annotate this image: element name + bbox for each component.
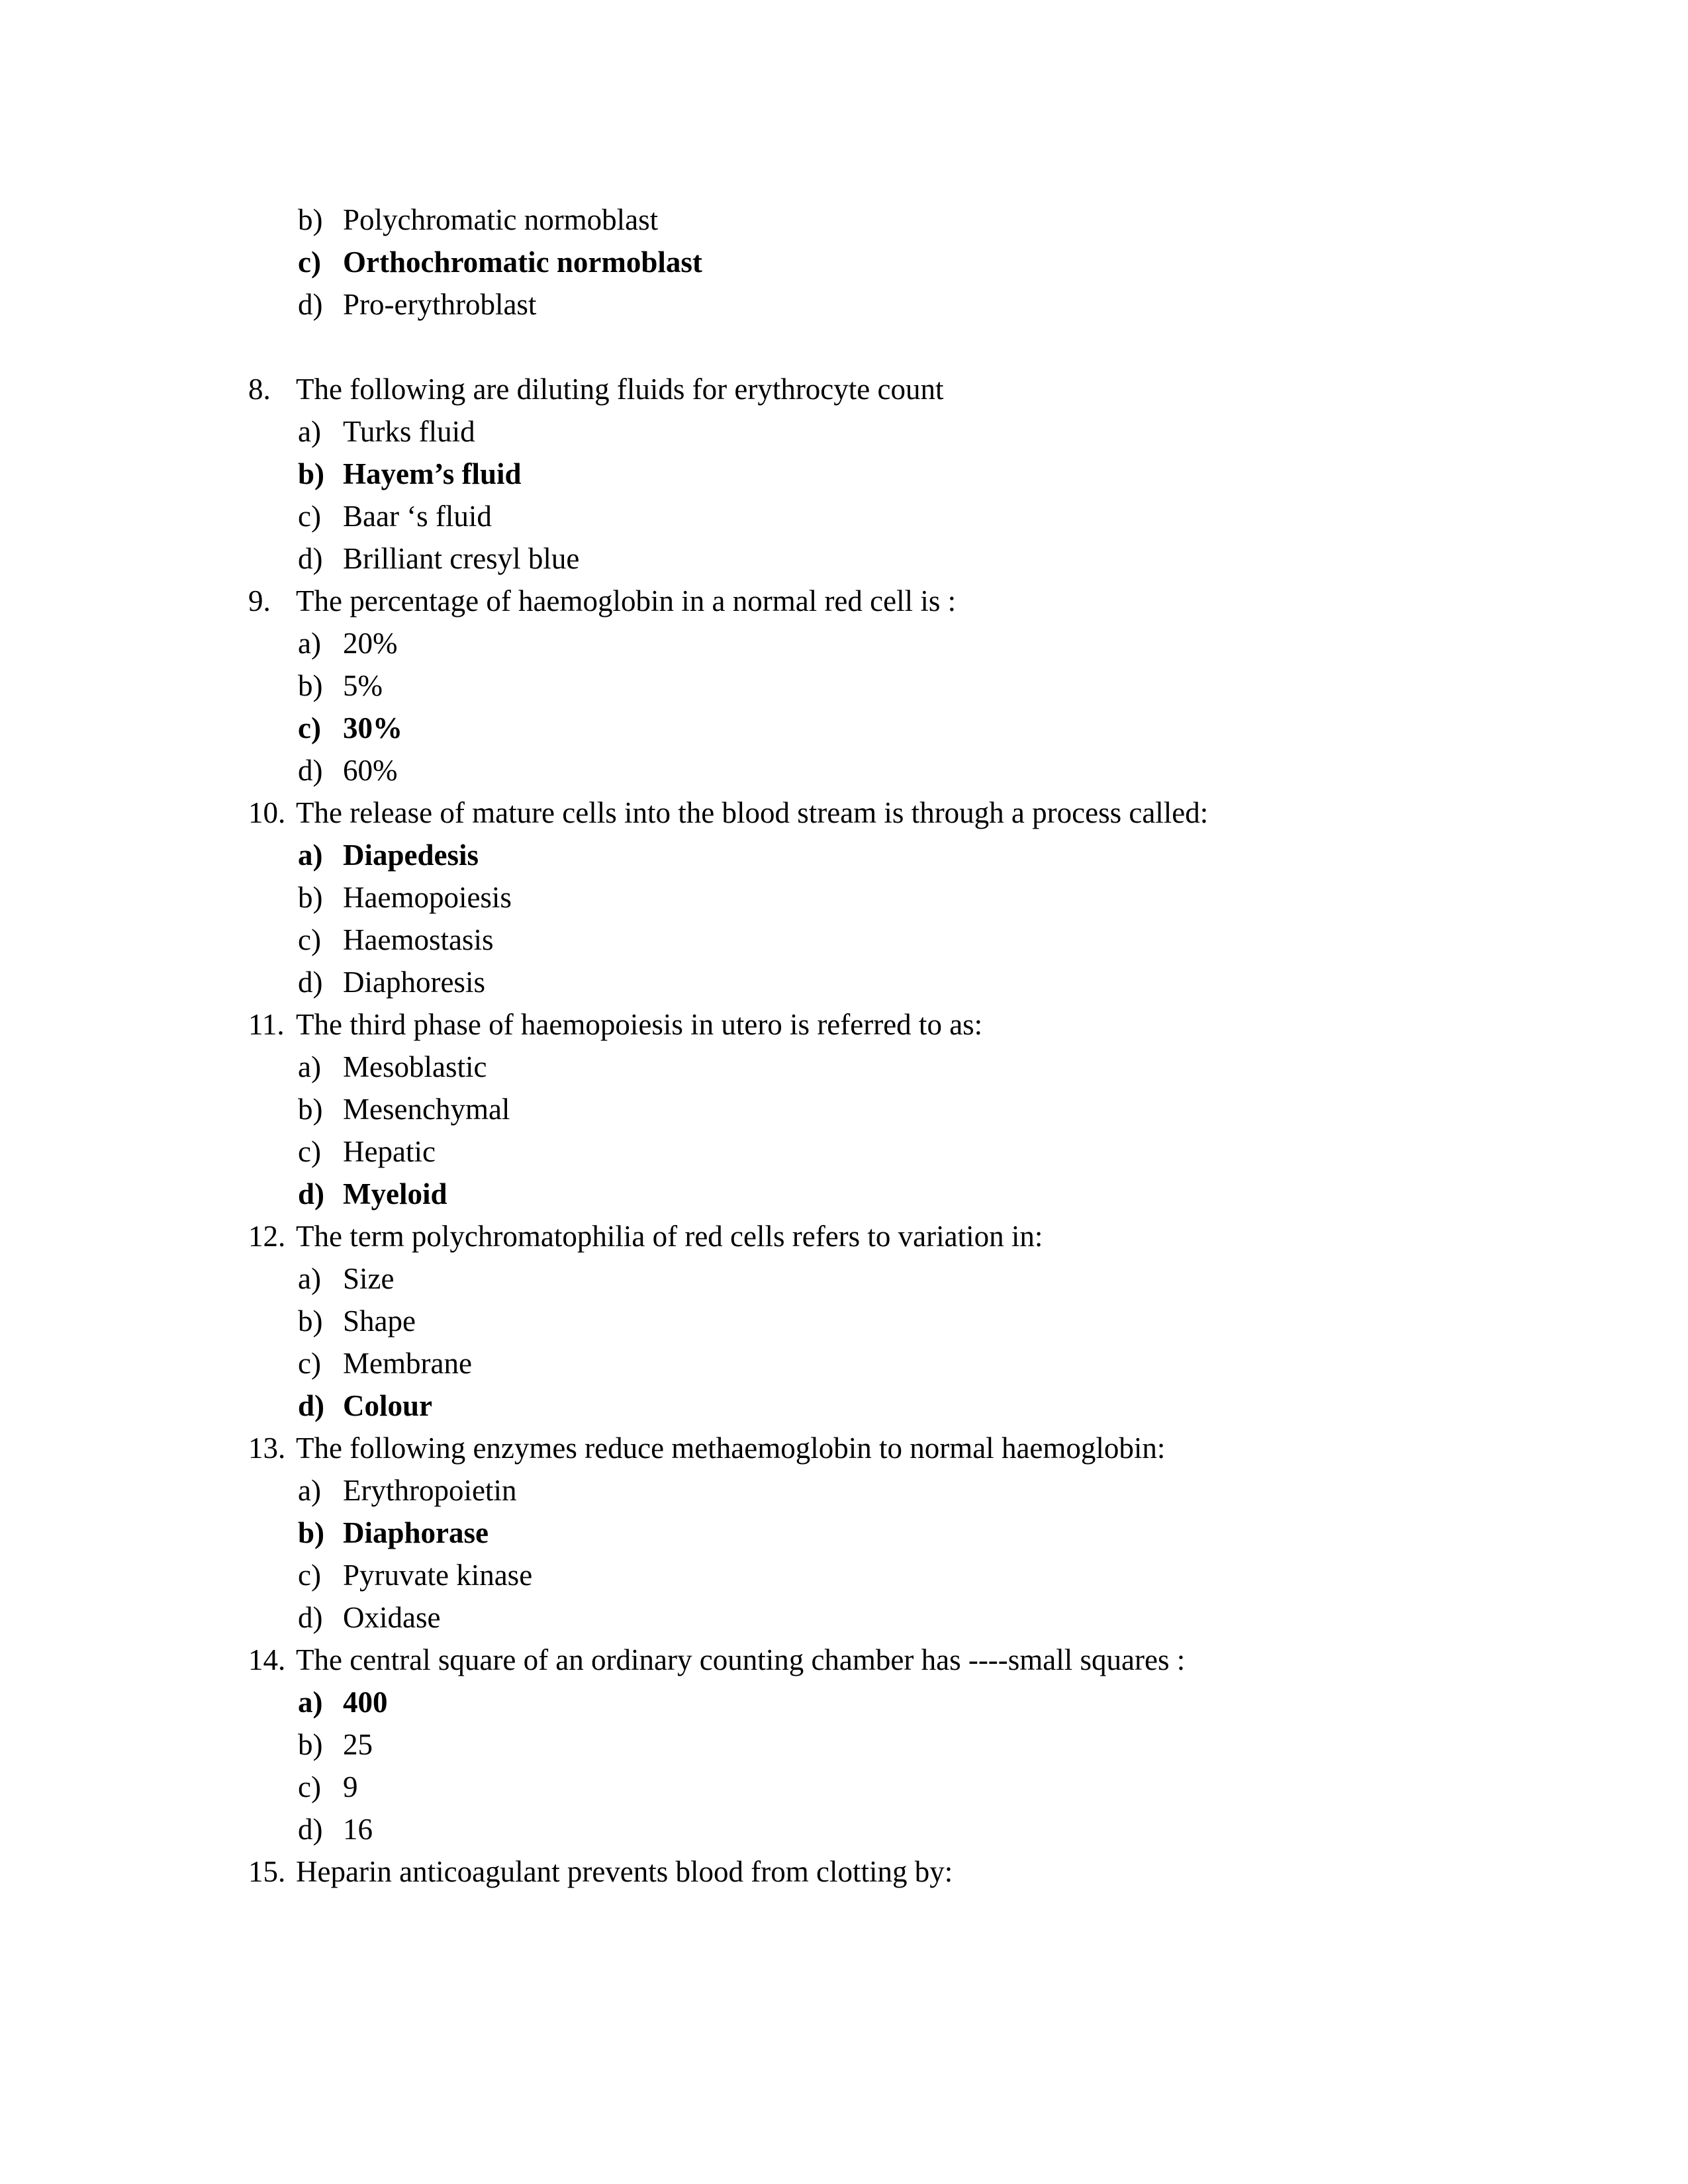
question-row: [248, 1003, 1440, 1046]
option-letter: c): [298, 1135, 321, 1168]
option-letter: c): [298, 923, 321, 956]
option-text: Pro-erythroblast: [343, 288, 537, 321]
question-row: [248, 1850, 1440, 1893]
option-text: 20%: [343, 627, 398, 660]
option-text: 30%: [343, 711, 402, 745]
option-row: [298, 1596, 1440, 1639]
option-letter: b): [298, 203, 323, 236]
option-row: [298, 453, 1440, 495]
option-text: Diapedesis: [343, 839, 479, 872]
question-text: Heparin anticoagulant prevents blood from clotting by:: [296, 1855, 953, 1888]
option-letter: b): [298, 1516, 325, 1549]
option-letter: d): [298, 1389, 325, 1422]
option-letter: c): [298, 1347, 321, 1380]
option-text: Oxidase: [343, 1601, 441, 1634]
question-sheet-body: [248, 199, 1440, 1893]
question-row: [248, 1639, 1440, 1681]
question-block-11: [248, 1003, 1440, 1215]
option-letter: c): [298, 246, 321, 279]
option-text: 9: [343, 1770, 358, 1803]
option-letter: b): [298, 669, 323, 702]
question-block-9: [248, 580, 1440, 792]
option-letter: d): [298, 542, 323, 575]
option-row: [298, 199, 1440, 241]
option-text: Polychromatic normoblast: [343, 203, 659, 236]
option-row: [298, 1766, 1440, 1808]
option-letter: d): [298, 1601, 323, 1634]
question-number: 15.: [248, 1855, 286, 1888]
question-number: 12.: [248, 1220, 286, 1253]
option-row: [298, 1385, 1440, 1427]
question-number: 9.: [248, 584, 271, 617]
option-letter: a): [298, 1686, 323, 1719]
option-letter: b): [298, 1728, 323, 1761]
question-row: [248, 1427, 1440, 1469]
question-text: The release of mature cells into the blood stream is through a process called:: [296, 796, 1209, 829]
option-text: Hepatic: [343, 1135, 436, 1168]
option-text: 16: [343, 1813, 373, 1846]
option-row: [298, 283, 1440, 326]
question-number: 14.: [248, 1643, 286, 1676]
option-text: Mesoblastic: [343, 1050, 487, 1083]
block-spacer: [248, 326, 1440, 368]
question-text: The following are diluting fluids for erythrocyte count: [296, 373, 944, 406]
option-row: [298, 1469, 1440, 1512]
option-letter: c): [298, 1770, 321, 1803]
option-text: Haemopoiesis: [343, 881, 512, 914]
question-text: The third phase of haemopoiesis in utero is referred to as:: [296, 1008, 983, 1041]
option-letter: a): [298, 415, 321, 448]
option-letter: b): [298, 457, 325, 490]
option-text: 400: [343, 1686, 388, 1719]
option-text: Membrane: [343, 1347, 472, 1380]
option-text: Diaphorase: [343, 1516, 489, 1549]
option-text: Orthochromatic normoblast: [343, 246, 702, 279]
option-row: [298, 1808, 1440, 1850]
option-row: [298, 1130, 1440, 1173]
option-text: Haemostasis: [343, 923, 494, 956]
continued-options-block: [248, 199, 1440, 326]
option-letter: a): [298, 627, 321, 660]
option-letter: b): [298, 881, 323, 914]
option-text: 60%: [343, 754, 398, 787]
option-row: [298, 622, 1440, 664]
question-number: 8.: [248, 373, 271, 406]
option-letter: d): [298, 1177, 325, 1210]
question-row: [248, 580, 1440, 622]
option-letter: c): [298, 711, 321, 745]
question-number: 11.: [248, 1008, 285, 1041]
question-block-10: [248, 792, 1440, 1003]
option-row: [298, 495, 1440, 537]
option-letter: d): [298, 1813, 323, 1846]
option-text: Shape: [343, 1304, 416, 1338]
option-row: [298, 707, 1440, 749]
option-text: Diaphoresis: [343, 966, 485, 999]
option-text: 5%: [343, 669, 383, 702]
option-letter: a): [298, 1050, 321, 1083]
option-letter: a): [298, 839, 323, 872]
question-block-12: [248, 1215, 1440, 1427]
question-row: [248, 1215, 1440, 1257]
option-text: Brilliant cresyl blue: [343, 542, 580, 575]
option-row: [298, 1300, 1440, 1342]
option-row: [298, 1681, 1440, 1723]
option-row: [298, 919, 1440, 961]
option-letter: b): [298, 1093, 323, 1126]
option-text: Mesenchymal: [343, 1093, 510, 1126]
question-text: The following enzymes reduce methaemoglobin to normal haemoglobin:: [296, 1432, 1166, 1465]
question-block-13: [248, 1427, 1440, 1639]
option-row: [298, 1088, 1440, 1130]
question-block-15: [248, 1850, 1440, 1893]
option-row: [298, 1173, 1440, 1215]
option-row: [298, 749, 1440, 792]
option-row: [298, 241, 1440, 283]
option-text: Size: [343, 1262, 395, 1295]
option-text: Pyruvate kinase: [343, 1559, 533, 1592]
option-row: [298, 537, 1440, 580]
option-letter: d): [298, 288, 323, 321]
option-row: [298, 1554, 1440, 1596]
option-text: Turks fluid: [343, 415, 475, 448]
option-letter: c): [298, 500, 321, 533]
option-letter: a): [298, 1262, 321, 1295]
option-text: 25: [343, 1728, 373, 1761]
option-row: [298, 961, 1440, 1003]
option-text: Baar ‘s fluid: [343, 500, 492, 533]
option-row: [298, 1046, 1440, 1088]
option-letter: c): [298, 1559, 321, 1592]
option-letter: d): [298, 754, 323, 787]
question-number: 13.: [248, 1432, 286, 1465]
question-row: [248, 368, 1440, 410]
option-letter: b): [298, 1304, 323, 1338]
question-block-14: [248, 1639, 1440, 1850]
option-row: [298, 876, 1440, 919]
question-text: The percentage of haemoglobin in a normal red cell is :: [296, 584, 957, 617]
option-letter: a): [298, 1474, 321, 1507]
option-row: [298, 1723, 1440, 1766]
option-row: [298, 664, 1440, 707]
question-row: [248, 792, 1440, 834]
option-text: Colour: [343, 1389, 432, 1422]
option-text: Myeloid: [343, 1177, 447, 1210]
option-text: Erythropoietin: [343, 1474, 517, 1507]
option-row: [298, 1257, 1440, 1300]
option-letter: d): [298, 966, 323, 999]
option-text: Hayem’s fluid: [343, 457, 522, 490]
question-text: The term polychromatophilia of red cells refers to variation in:: [296, 1220, 1043, 1253]
option-row: [298, 1512, 1440, 1554]
question-text: The central square of an ordinary counting chamber has ----small squares :: [296, 1643, 1186, 1676]
option-row: [298, 834, 1440, 876]
option-row: [298, 410, 1440, 453]
question-number: 10.: [248, 796, 286, 829]
question-block-8: [248, 368, 1440, 580]
option-row: [298, 1342, 1440, 1385]
